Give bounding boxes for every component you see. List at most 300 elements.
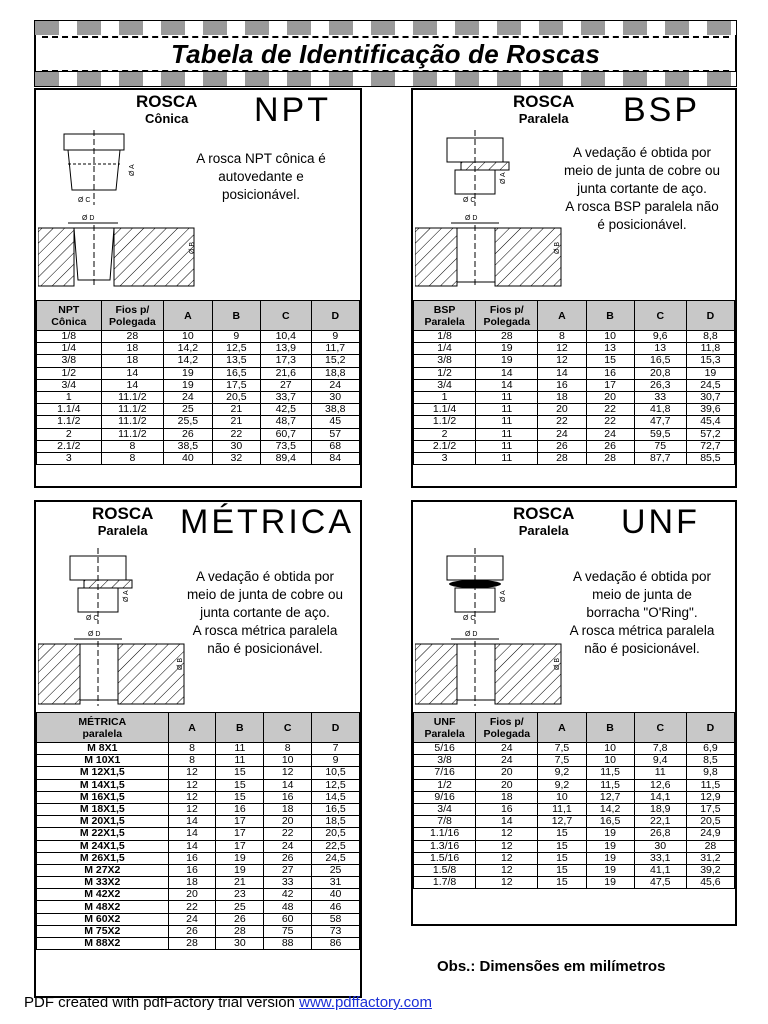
table-cell: 11: [216, 743, 264, 755]
table-row: [414, 767, 735, 779]
table-cell: 18: [476, 791, 538, 803]
table-cell: 73: [312, 925, 360, 937]
unf-rosca-text: ROSCA: [513, 504, 575, 523]
table-row: [37, 379, 360, 391]
table-row: [37, 901, 360, 913]
table-cell: 19: [586, 852, 634, 864]
table-cell: 21: [216, 877, 264, 889]
table-cell: M 48X2: [37, 901, 169, 913]
table-cell: 12: [538, 355, 586, 367]
table-cell: 7,5: [538, 743, 586, 755]
table-cell: 26,3: [634, 379, 686, 391]
metrica-header-text: paralela: [82, 727, 123, 740]
table-cell: M 42X2: [37, 889, 169, 901]
table-cell: 48: [264, 901, 312, 913]
table-row: [37, 767, 360, 779]
table-cell: 19: [216, 864, 264, 876]
table-cell: 27: [261, 379, 311, 391]
unf-header-text: Fios p/: [489, 715, 524, 728]
npt-column-header: [37, 301, 102, 331]
bsp-table: [413, 300, 735, 465]
bsp-dim-a: Ø A: [500, 172, 507, 184]
page-title: Tabela de Identificação de Roscas: [170, 39, 600, 69]
bsp-rosca-label: [513, 93, 574, 127]
unf-dim-a: Ø A: [500, 590, 507, 602]
table-cell: 30: [216, 938, 264, 950]
title-box: [34, 35, 737, 73]
table-cell: 14,2: [164, 355, 212, 367]
table-cell: 40: [312, 889, 360, 901]
metrica-header-text: A: [188, 721, 196, 734]
table-cell: 14: [168, 828, 216, 840]
table-cell: 1/2: [414, 779, 476, 791]
table-cell: 22,1: [634, 816, 686, 828]
metrica-header-row: [37, 713, 360, 743]
npt-header-text: B: [232, 309, 241, 322]
table-cell: 16,5: [212, 367, 260, 379]
table-cell: 89,4: [261, 452, 311, 464]
npt-header-text: D: [331, 309, 340, 322]
bsp-header-text: D: [706, 309, 715, 322]
table-cell: 18,8: [311, 367, 359, 379]
metrica-header-text: B: [236, 721, 244, 734]
table-cell: 10: [264, 755, 312, 767]
unf-rosca-label: [513, 505, 574, 539]
table-cell: 2.1/2: [414, 440, 476, 452]
table-row: [414, 428, 735, 440]
table-cell: 15: [538, 840, 586, 852]
table-cell: 26: [164, 428, 212, 440]
table-cell: M 27X2: [37, 864, 169, 876]
table-cell: 31: [312, 877, 360, 889]
table-row: [37, 743, 360, 755]
unf-desc-line: meio de junta de: [592, 587, 692, 602]
table-row: [414, 791, 735, 803]
table-row: [414, 331, 735, 343]
table-cell: 14: [476, 816, 538, 828]
table-cell: 9,4: [634, 755, 686, 767]
bsp-column-header: [634, 301, 686, 331]
metrica-column-header: [37, 713, 169, 743]
unf-header-text: UNF: [433, 715, 456, 728]
bsp-header-text: A: [558, 309, 566, 322]
table-cell: 48,7: [261, 416, 311, 428]
table-cell: M 14X1,5: [37, 779, 169, 791]
metrica-header-text: C: [283, 721, 292, 734]
table-cell: 12: [476, 852, 538, 864]
table-cell: 26: [538, 440, 586, 452]
table-cell: 9/16: [414, 791, 476, 803]
bsp-dim-b: Ø B: [554, 241, 561, 254]
table-cell: 7/16: [414, 767, 476, 779]
table-cell: 26,8: [634, 828, 686, 840]
footer-link[interactable]: www.pdffactory.com: [299, 994, 432, 1011]
npt-rosca-text: ROSCA: [136, 92, 198, 111]
table-cell: 1/8: [37, 331, 102, 343]
table-cell: 72,7: [686, 440, 734, 452]
table-cell: 26: [586, 440, 634, 452]
bsp-desc-line: meio de junta de cobre ou: [563, 163, 721, 178]
table-cell: 26: [264, 852, 312, 864]
table-cell: 21: [212, 416, 260, 428]
table-cell: 15: [216, 779, 264, 791]
table-cell: M 24X1,5: [37, 840, 169, 852]
table-cell: 12,9: [686, 791, 734, 803]
pdf-footer: [24, 994, 432, 1011]
table-cell: 24: [168, 913, 216, 925]
metrica-dim-d: Ø D: [88, 631, 101, 638]
table-cell: 13,5: [212, 355, 260, 367]
table-cell: 20,5: [212, 391, 260, 403]
table-row: [37, 877, 360, 889]
table-cell: 3/8: [37, 355, 102, 367]
unf-fitting-diagram: [415, 548, 565, 708]
unf-table: [413, 712, 735, 889]
table-cell: 12: [264, 767, 312, 779]
table-cell: 18: [264, 803, 312, 815]
npt-column-header: [101, 301, 164, 331]
table-cell: 1.1/16: [414, 828, 476, 840]
table-cell: 18,5: [312, 816, 360, 828]
table-cell: 24,5: [312, 852, 360, 864]
unf-header-text: Polegada: [483, 727, 531, 740]
table-row: [37, 755, 360, 767]
table-cell: 12: [168, 779, 216, 791]
unf-column-header: [634, 713, 686, 743]
table-cell: 7,8: [634, 743, 686, 755]
table-cell: 41,1: [634, 864, 686, 876]
table-cell: M 60X2: [37, 913, 169, 925]
title-dashed-line: [42, 36, 729, 38]
table-cell: 28: [168, 938, 216, 950]
table-cell: 11,1: [538, 803, 586, 815]
table-cell: 9,2: [538, 767, 586, 779]
table-cell: 28: [101, 331, 164, 343]
table-cell: 12: [168, 767, 216, 779]
table-cell: 57: [311, 428, 359, 440]
table-cell: 60: [264, 913, 312, 925]
table-cell: 9,6: [634, 331, 686, 343]
table-cell: 17,5: [212, 379, 260, 391]
table-cell: 1.1/4: [37, 404, 102, 416]
unf-column-header: [476, 713, 538, 743]
table-cell: 11.1/2: [101, 404, 164, 416]
unf-column-header: [586, 713, 634, 743]
table-cell: 17: [216, 828, 264, 840]
table-cell: 14: [476, 367, 538, 379]
bsp-rosca-text: ROSCA: [513, 92, 575, 111]
units-note: Obs.: Dimensões em milímetros: [437, 958, 666, 975]
table-cell: 84: [311, 452, 359, 464]
bsp-heading: BSP: [623, 91, 701, 129]
table-cell: 24: [164, 391, 212, 403]
unf-dim-c: Ø C: [463, 615, 476, 622]
npt-header-text: NPT: [58, 303, 80, 316]
table-cell: 11: [476, 452, 538, 464]
table-cell: M 12X1,5: [37, 767, 169, 779]
table-cell: 10: [538, 791, 586, 803]
table-cell: 18: [168, 877, 216, 889]
table-cell: 20: [476, 779, 538, 791]
metrica-desc-line: não é posicionável.: [207, 641, 323, 656]
title-top-band: [34, 20, 737, 36]
table-row: [37, 864, 360, 876]
table-cell: 12: [476, 828, 538, 840]
unf-column-header: [414, 713, 476, 743]
table-cell: 1.1/2: [37, 416, 102, 428]
table-cell: 11,5: [586, 767, 634, 779]
npt-header-row: [37, 301, 360, 331]
metrica-column-header: [216, 713, 264, 743]
table-row: [414, 391, 735, 403]
table-cell: 24,5: [686, 379, 734, 391]
bsp-column-header: [586, 301, 634, 331]
title-bottom-band: [34, 71, 737, 87]
table-cell: 28: [538, 452, 586, 464]
footer-text: PDF created with pdfFactory trial version: [24, 994, 300, 1011]
bsp-header-text: Fios p/: [489, 303, 524, 316]
metrica-table: [36, 712, 360, 950]
table-row: [414, 803, 735, 815]
table-row: [414, 367, 735, 379]
bsp-desc-line: A vedação é obtida por: [572, 145, 712, 160]
table-cell: 24: [311, 379, 359, 391]
table-cell: M 10X1: [37, 755, 169, 767]
npt-column-header: [311, 301, 359, 331]
table-cell: 10,4: [261, 331, 311, 343]
metrica-desc-line: A vedação é obtida por: [195, 569, 335, 584]
table-row: [37, 779, 360, 791]
table-cell: 19: [586, 877, 634, 889]
table-cell: 28: [476, 331, 538, 343]
metrica-desc-line: A rosca métrica paralela: [192, 623, 338, 638]
table-cell: 39,6: [686, 404, 734, 416]
table-cell: 15: [538, 877, 586, 889]
table-cell: 15: [216, 767, 264, 779]
table-cell: M 26X1,5: [37, 852, 169, 864]
table-cell: 21,6: [261, 367, 311, 379]
table-cell: 30: [634, 840, 686, 852]
table-cell: 30,7: [686, 391, 734, 403]
table-cell: 9: [311, 331, 359, 343]
table-cell: 58: [312, 913, 360, 925]
npt-heading: NPT: [254, 91, 331, 129]
table-cell: 17: [216, 840, 264, 852]
table-cell: 85,5: [686, 452, 734, 464]
table-cell: 27: [264, 864, 312, 876]
bsp-fitting-diagram: [415, 130, 565, 290]
table-cell: 25: [216, 901, 264, 913]
table-cell: 24,9: [686, 828, 734, 840]
table-cell: 14: [101, 367, 164, 379]
table-cell: 12: [476, 840, 538, 852]
table-cell: 1.5/16: [414, 852, 476, 864]
table-row: [37, 331, 360, 343]
npt-rosca-label: [136, 93, 197, 127]
metrica-dim-a: Ø A: [123, 590, 130, 602]
table-cell: 45: [311, 416, 359, 428]
table-cell: 46: [312, 901, 360, 913]
table-row: [37, 938, 360, 950]
table-cell: 42,5: [261, 404, 311, 416]
table-cell: 14,5: [312, 791, 360, 803]
table-cell: 20,5: [686, 816, 734, 828]
table-cell: 20: [168, 889, 216, 901]
table-cell: 16: [216, 803, 264, 815]
unf-panel: [411, 500, 737, 926]
table-cell: 16: [168, 852, 216, 864]
unf-dim-b: Ø B: [554, 657, 561, 670]
table-cell: 16: [476, 803, 538, 815]
table-cell: 28: [686, 840, 734, 852]
table-cell: 14: [476, 379, 538, 391]
unf-header-text: B: [606, 721, 614, 734]
table-cell: 33: [264, 877, 312, 889]
table-cell: 22: [264, 828, 312, 840]
unf-header-text: C: [656, 721, 665, 734]
table-cell: M 75X2: [37, 925, 169, 937]
table-cell: 11.1/2: [101, 428, 164, 440]
table-cell: 47,5: [634, 877, 686, 889]
table-cell: 68: [311, 440, 359, 452]
bsp-subtitle: Paralela: [518, 111, 569, 126]
table-row: [37, 440, 360, 452]
table-cell: 19: [164, 379, 212, 391]
table-row: [37, 452, 360, 464]
table-cell: 5/16: [414, 743, 476, 755]
table-cell: 14,2: [164, 343, 212, 355]
table-row: [414, 343, 735, 355]
table-cell: 11: [476, 416, 538, 428]
table-cell: 19: [586, 828, 634, 840]
table-cell: 15,3: [686, 355, 734, 367]
table-cell: 75: [634, 440, 686, 452]
table-cell: 12: [538, 343, 586, 355]
npt-header-text: C: [281, 309, 290, 322]
table-cell: 11: [216, 755, 264, 767]
table-cell: 45,6: [686, 877, 734, 889]
table-cell: 3/4: [414, 803, 476, 815]
table-cell: 15: [538, 864, 586, 876]
table-cell: 8,5: [686, 755, 734, 767]
table-cell: 11,7: [311, 343, 359, 355]
table-cell: 18: [538, 391, 586, 403]
table-cell: M 8X1: [37, 743, 169, 755]
table-cell: 10: [164, 331, 212, 343]
table-row: [414, 779, 735, 791]
table-cell: 31,2: [686, 852, 734, 864]
table-cell: 22: [586, 416, 634, 428]
table-cell: 17,3: [261, 355, 311, 367]
table-cell: 11,5: [686, 779, 734, 791]
table-row: [37, 343, 360, 355]
table-row: [37, 416, 360, 428]
unf-subtitle: Paralela: [518, 523, 569, 538]
metrica-description: [170, 568, 360, 658]
table-cell: 1: [37, 391, 102, 403]
table-cell: 2: [37, 428, 102, 440]
table-cell: 16,5: [634, 355, 686, 367]
table-cell: 8: [168, 755, 216, 767]
unf-desc-line: A vedação é obtida por: [572, 569, 712, 584]
table-cell: 86: [312, 938, 360, 950]
table-cell: 30: [311, 391, 359, 403]
unf-header-text: Paralela: [424, 727, 465, 740]
bsp-column-header: [538, 301, 586, 331]
table-row: [414, 828, 735, 840]
table-row: [414, 404, 735, 416]
table-row: [37, 840, 360, 852]
npt-column-header: [164, 301, 212, 331]
table-cell: 22: [538, 416, 586, 428]
table-cell: M 18X1,5: [37, 803, 169, 815]
table-cell: 22,5: [312, 840, 360, 852]
table-cell: 41,8: [634, 404, 686, 416]
unf-dim-d: Ø D: [465, 631, 478, 638]
table-cell: 33,1: [634, 852, 686, 864]
table-cell: 24: [586, 428, 634, 440]
table-cell: 1/2: [37, 367, 102, 379]
table-cell: 12: [168, 803, 216, 815]
table-cell: 6,9: [686, 743, 734, 755]
npt-header-text: Cônica: [51, 315, 87, 328]
table-cell: 19: [586, 840, 634, 852]
table-row: [414, 852, 735, 864]
table-cell: 1/2: [414, 367, 476, 379]
table-cell: 22: [212, 428, 260, 440]
bsp-column-header: [476, 301, 538, 331]
metrica-column-header: [264, 713, 312, 743]
table-row: [414, 864, 735, 876]
table-cell: 20: [586, 391, 634, 403]
npt-desc-line: autovedante e: [218, 169, 304, 184]
bsp-header-text: C: [656, 309, 665, 322]
table-cell: 57,2: [686, 428, 734, 440]
metrica-rosca-label: [92, 505, 153, 539]
table-cell: 1/8: [414, 331, 476, 343]
table-cell: 1.7/8: [414, 877, 476, 889]
table-cell: 19: [164, 367, 212, 379]
table-cell: 9,2: [538, 779, 586, 791]
table-cell: 38,5: [164, 440, 212, 452]
table-row: [414, 452, 735, 464]
table-row: [37, 852, 360, 864]
npt-header-text: A: [184, 309, 192, 322]
metrica-header-text: MÉTRICA: [78, 715, 127, 728]
table-cell: 16: [168, 864, 216, 876]
table-cell: 10: [586, 331, 634, 343]
unf-column-header: [686, 713, 734, 743]
table-cell: 19: [686, 367, 734, 379]
table-cell: 22: [168, 901, 216, 913]
table-cell: 17,5: [686, 803, 734, 815]
table-cell: 3/4: [414, 379, 476, 391]
table-row: [37, 428, 360, 440]
table-cell: 11: [634, 767, 686, 779]
table-cell: 20: [264, 816, 312, 828]
table-cell: 12,5: [312, 779, 360, 791]
table-cell: 12,5: [212, 343, 260, 355]
unf-header-text: D: [706, 721, 715, 734]
table-cell: 26: [168, 925, 216, 937]
table-cell: 11: [476, 440, 538, 452]
table-cell: 10: [586, 743, 634, 755]
table-row: [37, 404, 360, 416]
table-cell: 75: [264, 925, 312, 937]
metrica-header-text: D: [331, 721, 340, 734]
table-cell: 19: [586, 864, 634, 876]
table-row: [414, 440, 735, 452]
